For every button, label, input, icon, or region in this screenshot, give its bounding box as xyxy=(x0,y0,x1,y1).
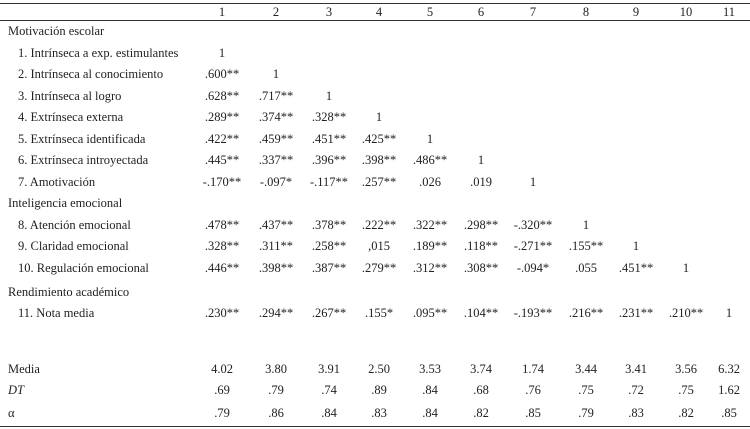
table-cell: 1 xyxy=(272,67,280,81)
table-cell: 1 xyxy=(725,306,733,320)
section-heading-row xyxy=(0,194,750,212)
section-title: Inteligencia emocional xyxy=(8,196,123,210)
header-row xyxy=(0,3,750,21)
table-cell: .216** xyxy=(568,306,604,320)
column-header: 11 xyxy=(722,5,736,19)
row-label: 8. Atención emocional xyxy=(18,218,131,232)
stats-cell: 3.53 xyxy=(419,362,441,376)
stats-cell: 6.32 xyxy=(718,362,740,376)
stats-cell: .82 xyxy=(678,406,694,420)
stats-cell: 3.74 xyxy=(470,362,492,376)
stats-row xyxy=(0,360,750,378)
table-cell: .387** xyxy=(311,261,347,275)
table-cell: -.193** xyxy=(513,306,553,320)
table-cell: .026 xyxy=(419,175,441,189)
table-cell: -.320** xyxy=(513,218,553,232)
row-label: 5. Extrínseca identificada xyxy=(18,132,146,146)
table-cell: 1 xyxy=(426,132,434,146)
stats-cell: .74 xyxy=(321,383,337,397)
stats-cell: .68 xyxy=(473,383,489,397)
table-row xyxy=(0,65,750,83)
stats-cell: .85 xyxy=(525,406,541,420)
row-label: 3. Intrínseca al logro xyxy=(18,89,122,103)
table-cell: 1 xyxy=(218,46,226,60)
table-cell: .717** xyxy=(258,89,294,103)
table-cell: .222** xyxy=(361,218,397,232)
table-cell: .478** xyxy=(204,218,240,232)
table-cell: -.117** xyxy=(309,175,349,189)
section-title: Motivación escolar xyxy=(8,24,105,38)
stats-cell: .79 xyxy=(268,383,284,397)
column-header: 1 xyxy=(218,5,226,19)
stats-cell: 3.91 xyxy=(318,362,340,376)
table-cell: .095** xyxy=(412,306,448,320)
table-cell: .155* xyxy=(364,306,394,320)
table-row xyxy=(0,216,750,234)
table-cell: .425** xyxy=(361,132,397,146)
stats-cell: .85 xyxy=(721,406,737,420)
column-header: 3 xyxy=(325,5,333,19)
table-cell: 1 xyxy=(325,89,333,103)
table-cell: .289** xyxy=(204,110,240,124)
section-title: Rendimiento académico xyxy=(8,285,130,299)
table-cell: .322** xyxy=(412,218,448,232)
table-cell: .628** xyxy=(204,89,240,103)
stats-cell: 1.62 xyxy=(718,383,740,397)
table-cell: .257** xyxy=(361,175,397,189)
table-cell: ,015 xyxy=(368,239,390,253)
table-cell: -.097* xyxy=(259,175,293,189)
stats-cell: .82 xyxy=(473,406,489,420)
table-cell: .328** xyxy=(204,239,240,253)
stats-cell: .72 xyxy=(628,383,644,397)
stats-cell: 1.74 xyxy=(522,362,544,376)
row-label: 6. Extrínseca introyectada xyxy=(18,153,149,167)
row-label: 11. Nota media xyxy=(18,306,95,320)
stats-label: DT xyxy=(8,383,24,397)
table-cell: .398** xyxy=(258,261,294,275)
column-header: 9 xyxy=(632,5,640,19)
table-cell: 1 xyxy=(529,175,537,189)
table-cell: 1 xyxy=(477,153,485,167)
column-header: 7 xyxy=(529,5,537,19)
table-cell: .337** xyxy=(258,153,294,167)
table-cell: 1 xyxy=(632,239,640,253)
stats-cell: .83 xyxy=(628,406,644,420)
table-cell: .311** xyxy=(259,239,293,253)
column-header: 10 xyxy=(679,5,693,19)
row-label: 2. Intrínseca al conocimiento xyxy=(18,67,164,81)
stats-row xyxy=(0,381,750,399)
table-cell: .374** xyxy=(258,110,294,124)
table-cell: .312** xyxy=(412,261,448,275)
column-header: 5 xyxy=(426,5,434,19)
stats-row xyxy=(0,404,750,422)
table-cell: 1 xyxy=(582,218,590,232)
row-label: 4. Extrínseca externa xyxy=(18,110,124,124)
table-cell: .231** xyxy=(618,306,654,320)
table-cell: .396** xyxy=(311,153,347,167)
table-cell: .294** xyxy=(258,306,294,320)
table-row xyxy=(0,173,750,191)
table-cell: .446** xyxy=(204,261,240,275)
stats-cell: .69 xyxy=(214,383,230,397)
table-cell: .398** xyxy=(361,153,397,167)
table-cell: .328** xyxy=(311,110,347,124)
table-cell: .230** xyxy=(204,306,240,320)
stats-cell: .79 xyxy=(214,406,230,420)
table-row xyxy=(0,87,750,105)
table-cell: .451** xyxy=(618,261,654,275)
table-cell: .445** xyxy=(204,153,240,167)
table-cell: .055 xyxy=(575,261,597,275)
row-label: 9. Claridad emocional xyxy=(18,239,129,253)
table-cell: .019 xyxy=(470,175,492,189)
table-cell: 1 xyxy=(375,110,383,124)
table-cell: .267** xyxy=(311,306,347,320)
row-label: 7. Amotivación xyxy=(18,175,96,189)
stats-cell: .75 xyxy=(578,383,594,397)
stats-cell: .84 xyxy=(321,406,337,420)
column-header: 8 xyxy=(582,5,590,19)
table-cell: .298** xyxy=(463,218,499,232)
table-cell: .378** xyxy=(311,218,347,232)
stats-cell: .86 xyxy=(268,406,284,420)
table-row xyxy=(0,151,750,169)
stats-cell: 3.44 xyxy=(575,362,597,376)
table-cell: -.170** xyxy=(202,175,242,189)
table-row xyxy=(0,44,750,62)
row-label: 1. Intrínseca a exp. estimulantes xyxy=(18,46,179,60)
stats-cell: .89 xyxy=(371,383,387,397)
table-cell: .279** xyxy=(361,261,397,275)
table-row xyxy=(0,130,750,148)
table-cell: -.271** xyxy=(513,239,553,253)
column-header: 2 xyxy=(272,5,280,19)
column-header: 6 xyxy=(477,5,485,19)
table-cell: .258** xyxy=(311,239,347,253)
table-cell: .308** xyxy=(463,261,499,275)
column-header: 4 xyxy=(375,5,383,19)
stats-cell: 3.41 xyxy=(625,362,647,376)
table-cell: .189** xyxy=(412,239,448,253)
stats-cell: 3.80 xyxy=(265,362,287,376)
table-cell: .600** xyxy=(204,67,240,81)
section-heading-row xyxy=(0,22,750,40)
table-cell: .118** xyxy=(464,239,498,253)
stats-label: α xyxy=(8,406,15,420)
table-row xyxy=(0,237,750,255)
stats-cell: .84 xyxy=(422,383,438,397)
section-heading-row xyxy=(0,283,750,301)
table-row xyxy=(0,108,750,126)
stats-cell: 3.56 xyxy=(675,362,697,376)
stats-cell: .83 xyxy=(371,406,387,420)
table-cell: -.094* xyxy=(516,261,550,275)
table-cell: .459** xyxy=(258,132,294,146)
stats-cell: .84 xyxy=(422,406,438,420)
table-bottom-rule xyxy=(0,426,750,427)
stats-cell: .75 xyxy=(678,383,694,397)
stats-label: Media xyxy=(8,362,40,376)
table-cell: .155** xyxy=(568,239,604,253)
table-cell: .486** xyxy=(412,153,448,167)
table-cell: .422** xyxy=(204,132,240,146)
stats-cell: .79 xyxy=(578,406,594,420)
stats-cell: .76 xyxy=(525,383,541,397)
table-row xyxy=(0,304,750,322)
table-cell: .451** xyxy=(311,132,347,146)
table-cell: .104** xyxy=(463,306,499,320)
table-cell: 1 xyxy=(682,261,690,275)
table-cell: .437** xyxy=(258,218,294,232)
row-label: 10. Regulación emocional xyxy=(18,261,149,275)
stats-cell: 2.50 xyxy=(368,362,390,376)
table-cell: .210** xyxy=(668,306,704,320)
stats-cell: 4.02 xyxy=(211,362,233,376)
table-row xyxy=(0,259,750,277)
